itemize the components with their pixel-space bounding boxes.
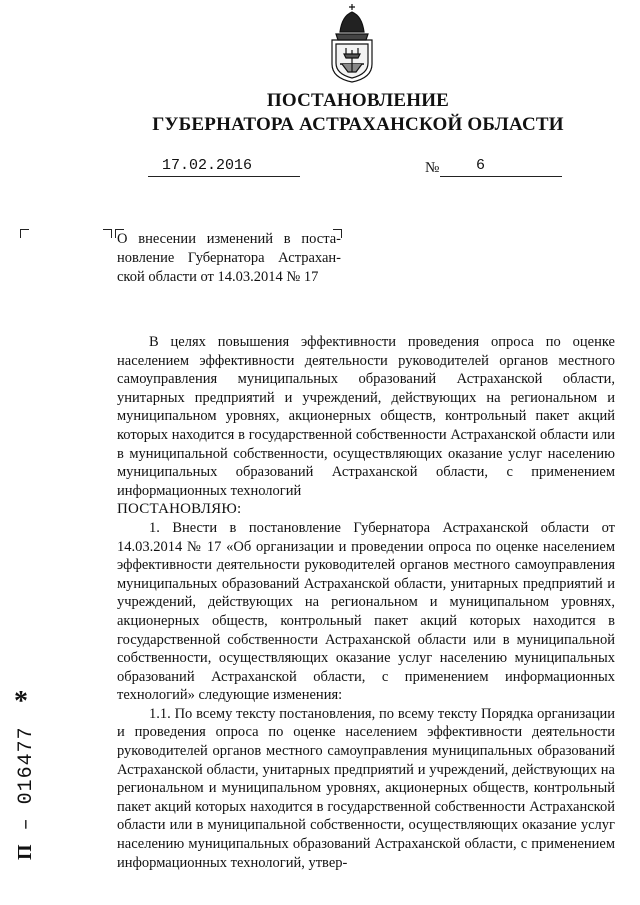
document-subject: [117, 230, 341, 287]
document-number: 6: [476, 157, 486, 174]
decree-heading: ПОСТАНОВЛЯЮ:: [117, 501, 242, 518]
number-underline: [440, 175, 562, 177]
subject-line: О внесении изменений в поста-: [117, 231, 341, 247]
corner-mark: [20, 229, 29, 238]
subject-line: новление Губернатора Астрахан-: [117, 250, 341, 266]
document-date: 17.02.2016: [162, 157, 253, 174]
document-issuer: ГУБЕРНАТОРА АСТРАХАНСКОЙ ОБЛАСТИ: [152, 114, 564, 135]
side-stamp-code: – 016477: [15, 726, 38, 831]
document-body: [117, 333, 615, 872]
date-underline: [148, 175, 300, 177]
side-stamp-prefix: П: [14, 843, 36, 860]
coat-of-arms-icon: [322, 2, 382, 84]
preamble-paragraph: В целях повышения эффективности проведения опроса по оценке населением эффективности деятельности руководителей органов местного самоуправления муниципальных образований Астраханской области, унитарных предприятий и учреждений, действующих на региональном и муниципальном уровнях, акционерных обществ, контрольный пакет акций которых находится в государственной собственности Астраханской области или в муниципальной собственности, осуществляющих оказание услуг населению муниципальных образований Астраханской области, с применением информационных технологий: [117, 334, 615, 499]
subject-line: ской области от 14.03.2014 № 17: [117, 269, 319, 285]
side-stamp-mark: *: [14, 686, 28, 717]
item-1-1-paragraph: 1.1. По всему тексту постановления, по всему тексту Порядка организации и проведения опроса по оценке населением эффективности деятельности руководителей органов местного самоуправления муниципальных образований Астраханской области, унитарных предприятий и учреждений, действующих на региональном и муниципальном уровнях, акционерных обществ, контрольный пакет акций которых находится в государственной собственности Астраханской области или в муниципальной собственности, осуществляющих оказание услуг населению муниципальных образований Астраханской области, с применением информационных технологий, утвер-: [117, 705, 615, 871]
document-title: ПОСТАНОВЛЕНИЕ: [266, 90, 450, 111]
number-sign: №: [425, 160, 440, 176]
side-stamp-number: [14, 726, 38, 860]
corner-mark: [103, 229, 112, 238]
item-1-paragraph: 1. Внести в постановление Губернатора Астраханской области от 14.03.2014 № 17 «Об организации и проведении опроса по оценке населением эффективности деятельности руководителей органов местного самоуправления муниципальных образований Астраханской области, унитарных предприятий и учреждений, действующих на региональном и муниципальном уровнях, акционерных обществ, контрольный пакет акций которых находится в государственной собственности Астраханской области или в муниципальной собственности, осуществляющих оказание услуг населению муниципальных образований Астраханской области, с применением информационных технологий» следующие изменения:: [117, 519, 615, 704]
